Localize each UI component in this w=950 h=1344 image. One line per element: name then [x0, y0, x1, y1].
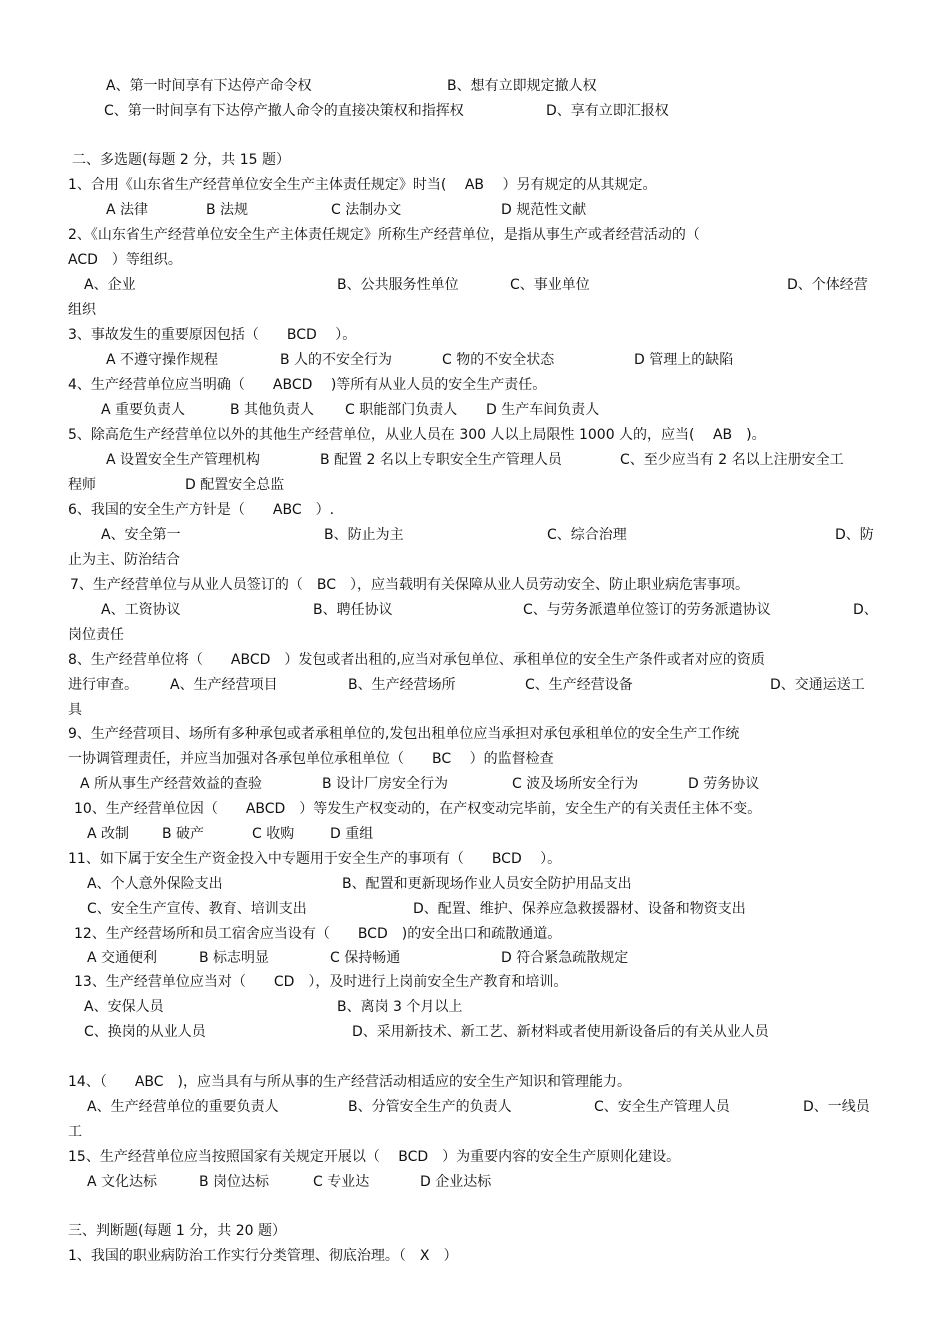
- q1-option-d: D 规范性文献: [501, 202, 587, 218]
- question-9-cont: 一协调管理责任，并应当加强对各承包单位承租单位（ BC ）的监督检查: [68, 751, 554, 767]
- q10-option-b: B 破产: [162, 826, 205, 842]
- q9-option-b: B 设计厂房安全行为: [322, 776, 449, 792]
- question-5: 5、除高危生产经营单位以外的其他生产经营单位，从业人员在 300 人以上局限性 1000 人的，应当( AB )。: [68, 427, 766, 443]
- q12-option-a: A 交通便利: [87, 950, 158, 966]
- q15-option-c: C 专业达: [313, 1174, 370, 1190]
- q1-option-a: A 法律: [106, 202, 149, 218]
- q4-option-d: D 生产车间负责人: [486, 402, 600, 418]
- option-c: C、第一时间享有下达停产撤人命令的直接决策权和指挥权: [104, 103, 464, 119]
- question-2: 2、《山东省生产经营单位安全生产主体责任规定》所称生产经营单位，是指从事生产或者经营活动的（: [68, 227, 700, 243]
- q5-option-c-wrap: 程师: [68, 477, 96, 493]
- question-14-wrap: 工: [68, 1124, 82, 1140]
- q3-option-a: A 不遵守操作规程: [106, 352, 219, 368]
- question-6-wrap: 止为主、防治结合: [68, 552, 180, 568]
- q8-option-c: C、生产经营设备: [525, 677, 633, 693]
- q15-option-b: B 岗位达标: [199, 1174, 270, 1190]
- q10-option-d: D 重组: [330, 826, 374, 842]
- q11-option-c: C、安全生产宣传、教育、培训支出: [87, 901, 307, 917]
- q15-option-d: D 企业达标: [420, 1174, 492, 1190]
- question-10: 10、生产经营单位因（ ABCD ）等发生产权变动的，在产权变动完毕前，安全生产的有关责任主体不变。: [74, 801, 762, 817]
- q4-option-a: A 重要负责人: [101, 402, 186, 418]
- question-7-wrap: 岗位责任: [68, 627, 124, 643]
- q10-option-c: C 收购: [252, 826, 295, 842]
- question-14: 14、（ ABC )，应当具有与所从事的生产经营活动相适应的安全生产知识和管理能力。: [68, 1074, 631, 1090]
- question-8-cont: 进行审查。: [68, 677, 138, 693]
- q7-option-c: C、与劳务派遣单位签订的劳务派遣协议: [523, 602, 771, 618]
- question-2-wrap: 组织: [68, 302, 96, 318]
- option-d: D、享有立即汇报权: [546, 103, 669, 119]
- q11-option-a: A、个人意外保险支出: [87, 876, 223, 892]
- q3-option-d: D 管理上的缺陷: [634, 352, 734, 368]
- question-2-cont: ACD ）等组织。: [68, 252, 182, 268]
- question-11: 11、如下属于安全生产资金投入中专题用于安全生产的事项有（ BCD ）。: [68, 851, 562, 867]
- q13-option-d: D、采用新技术、新工艺、新材料或者使用新设备后的有关从业人员: [352, 1024, 769, 1040]
- q12-option-d: D 符合紧急疏散规定: [501, 950, 629, 966]
- q13-option-a: A、安保人员: [84, 999, 164, 1015]
- question-8: 8、生产经营单位将（ ABCD ）发包或者出租的,应当对承包单位、承租单位的安全生产条件或者对应的资质: [68, 652, 765, 668]
- question-9: 9、生产经营项目、场所有多种承包或者承租单位的,发包出租单位应当承担对承包承租单位的安全生产工作统: [68, 726, 740, 742]
- q5-option-c: C、至少应当有 2 名以上注册安全工: [620, 452, 844, 468]
- q2-option-a: A、企业: [84, 277, 136, 293]
- question-8-wrap: 具: [68, 702, 82, 718]
- q3-option-b: B 人的不安全行为: [280, 352, 393, 368]
- q2-option-c: C、事业单位: [510, 277, 590, 293]
- q14-option-c: C、安全生产管理人员: [594, 1099, 730, 1115]
- q9-option-c: C 波及场所安全行为: [512, 776, 639, 792]
- question-13: 13、生产经营单位应当对（ CD ），及时进行上岗前安全生产教育和培训。: [74, 974, 568, 990]
- question-3: 3、事故发生的重要原因包括（ BCD ）。: [68, 327, 357, 343]
- q8-option-d: D、交通运送工: [770, 677, 865, 693]
- q14-option-d: D、一线员: [803, 1099, 870, 1115]
- q2-option-d: D、个体经营: [787, 277, 868, 293]
- q11-option-d: D、配置、维护、保养应急救援器材、设备和物资支出: [413, 901, 746, 917]
- q8-option-b: B、生产经营场所: [348, 677, 456, 693]
- question-15: 15、生产经营单位应当按照国家有关规定开展以（ BCD ）为重要内容的安全生产原则化建设。: [68, 1149, 681, 1165]
- question-12: 12、生产经营场所和员工宿舍应当设有（ BCD )的安全出口和疏散通道。: [74, 926, 562, 942]
- q11-option-b: B、配置和更新现场作业人员安全防护用品支出: [342, 876, 632, 892]
- section-2-heading: 二、多选题(每题 2 分，共 15 题）: [72, 152, 290, 168]
- option-a: A、第一时间享有下达停产命令权: [106, 78, 312, 94]
- section-3-heading: 三、判断题(每题 1 分，共 20 题）: [68, 1223, 286, 1239]
- q14-option-b: B、分管安全生产的负责人: [348, 1099, 512, 1115]
- q7-option-b: B、聘任协议: [313, 602, 393, 618]
- q8-option-a: A、生产经营项目: [170, 677, 278, 693]
- q5-option-d: D 配置安全总监: [185, 477, 285, 493]
- q12-option-c: C 保持畅通: [330, 950, 401, 966]
- q14-option-a: A、生产经营单位的重要负责人: [87, 1099, 279, 1115]
- question-7: 7、生产经营单位与从业人员签订的（ BC ），应当载明有关保障从业人员劳动安全、防止职业病危害事项。: [70, 577, 750, 593]
- q3-option-c: C 物的不安全状态: [442, 352, 555, 368]
- question-1: 1、合用《山东省生产经营单位安全生产主体责任规定》时当( AB ）另有规定的从其规定。: [68, 177, 657, 193]
- q12-option-b: B 标志明显: [199, 950, 270, 966]
- q1-option-b: B 法规: [206, 202, 249, 218]
- q13-option-b: B、离岗 3 个月以上: [337, 999, 463, 1015]
- q4-option-c: C 职能部门负责人: [345, 402, 458, 418]
- q7-option-a: A、工资协议: [101, 602, 181, 618]
- q15-option-a: A 文化达标: [87, 1174, 158, 1190]
- q6-option-c: C、综合治理: [547, 527, 627, 543]
- question-6: 6、我国的安全生产方针是（ ABC ）.: [68, 502, 335, 518]
- q1-option-c: C 法制办文: [331, 202, 402, 218]
- q7-option-d: D、: [853, 602, 878, 618]
- option-b: B、想有立即规定撤人权: [447, 78, 597, 94]
- q6-option-b: B、防止为主: [324, 527, 404, 543]
- q4-option-b: B 其他负责人: [230, 402, 315, 418]
- q2-option-b: B、公共服务性单位: [337, 277, 459, 293]
- q5-option-a: A 设置安全生产管理机构: [106, 452, 261, 468]
- q6-option-a: A、安全第一: [101, 527, 181, 543]
- q6-option-d: D、防: [835, 527, 874, 543]
- question-4: 4、生产经营单位应当明确（ ABCD )等所有从业人员的安全生产责任。: [68, 377, 547, 393]
- q9-option-d: D 劳务协议: [688, 776, 760, 792]
- judgement-question-1: 1、我国的职业病防治工作实行分类管理、彻底治理。（ X ）: [68, 1248, 458, 1264]
- q10-option-a: A 改制: [87, 826, 130, 842]
- q13-option-c: C、换岗的从业人员: [84, 1024, 206, 1040]
- q9-option-a: A 所从事生产经营效益的查验: [80, 776, 263, 792]
- q5-option-b: B 配置 2 名以上专职安全生产管理人员: [320, 452, 562, 468]
